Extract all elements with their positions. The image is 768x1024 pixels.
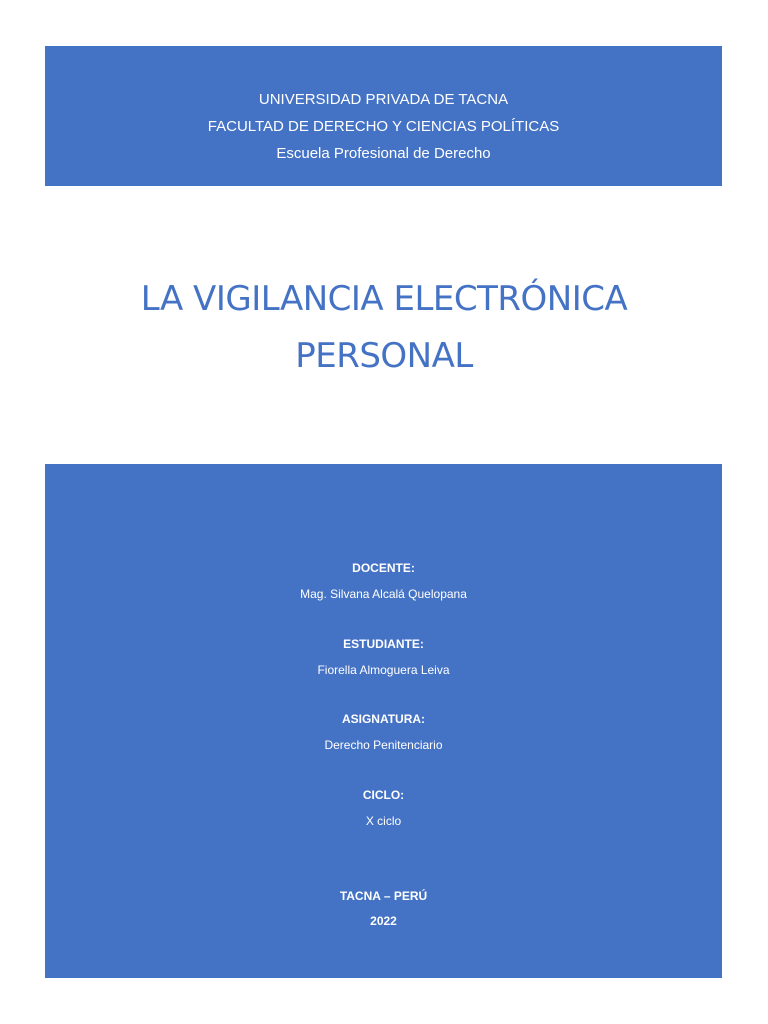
docente-label: DOCENTE: — [352, 561, 415, 575]
estudiante-value: Fiorella Almoguera Leiva — [317, 663, 450, 677]
asignatura-value: Derecho Penitenciario — [324, 738, 443, 752]
university-name: UNIVERSIDAD PRIVADA DE TACNA — [258, 91, 509, 108]
school-name: Escuela Profesional de Derecho — [276, 145, 491, 162]
document-title-line-2: PERSONAL — [295, 336, 473, 376]
document-title-line-1: LA VIGILANCIA ELECTRÓNICA — [140, 279, 628, 319]
details-panel — [45, 464, 722, 978]
header-banner — [45, 46, 722, 186]
ciclo-value: X ciclo — [365, 814, 402, 828]
ciclo-label: CICLO: — [362, 788, 405, 802]
year-label: 2022 — [370, 914, 397, 928]
asignatura-label: ASIGNATURA: — [341, 712, 426, 726]
place-label: TACNA – PERÚ — [339, 889, 428, 903]
docente-value: Mag. Silvana Alcalá Quelopana — [300, 587, 467, 601]
estudiante-label: ESTUDIANTE: — [343, 637, 424, 651]
faculty-name: FACULTAD DE DERECHO Y CIENCIAS POLÍTICAS — [207, 118, 560, 135]
